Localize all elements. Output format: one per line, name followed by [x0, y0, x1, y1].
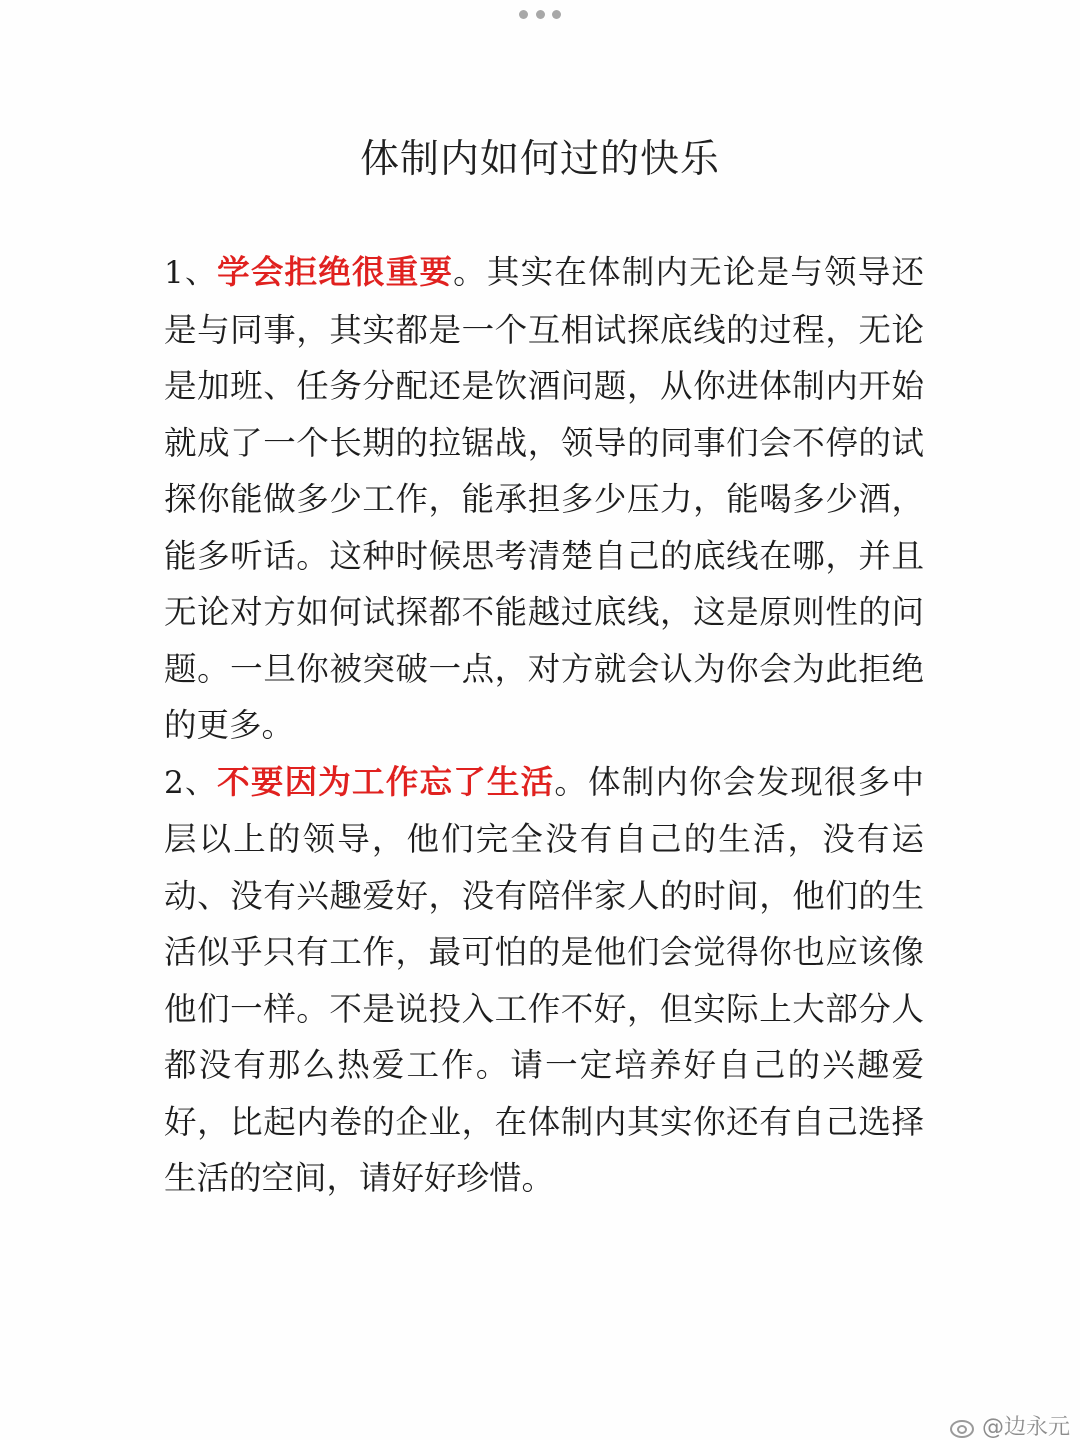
more-horizontal-icon[interactable] — [519, 9, 561, 19]
list-item — [164, 244, 924, 754]
item-number: 2、 — [164, 764, 218, 801]
article-body — [164, 244, 924, 1207]
watermark-text: @边永元 — [981, 1414, 1070, 1440]
list-item — [164, 754, 924, 1207]
more-dot — [536, 10, 545, 19]
watermark — [948, 1412, 1070, 1438]
more-dot — [519, 10, 528, 19]
item-highlight: 学会拒绝很重要 — [217, 253, 454, 291]
item-body: 。体制内你会发现很多中层以上的领导，他们完全没有自己的生活，没有运动、没有兴趣爱好，没有陪伴家人的时间，他们的生活似乎只有工作，最可怕的是他们会觉得你也应该像他们一样。不是说投入工作不好，但实际上大部分人都没有那么热爱工作。请一定培养好自己的兴趣爱好，比起内卷的企业，在体制内其实你还有自己选择生活的空间，请好好珍惜。 — [164, 762, 924, 1197]
item-highlight: 不要因为工作忘了生活 — [217, 762, 555, 801]
item-number: 1、 — [164, 255, 218, 291]
item-body: 。其实在体制内无论是与领导还是与同事，其实都是一个互相试探底线的过程，无论是加班、任务分配还是饮酒问题，从你进体制内开始就成了一个长期的拉锯战，领导的同事们会不停的试探你能做多少工作，能承担多少压力，能喝多少酒，能多听话。这种时候思考清楚自己的底线在哪，并且无论对方如何试探都不能越过底线，这是原则性的问题。一旦你被突破一点，对方就会认为你会为此拒绝的更多。 — [164, 253, 924, 744]
weibo-icon — [948, 1414, 976, 1436]
article-title: 体制内如何过的快乐 — [359, 137, 720, 182]
more-dot — [552, 10, 561, 19]
